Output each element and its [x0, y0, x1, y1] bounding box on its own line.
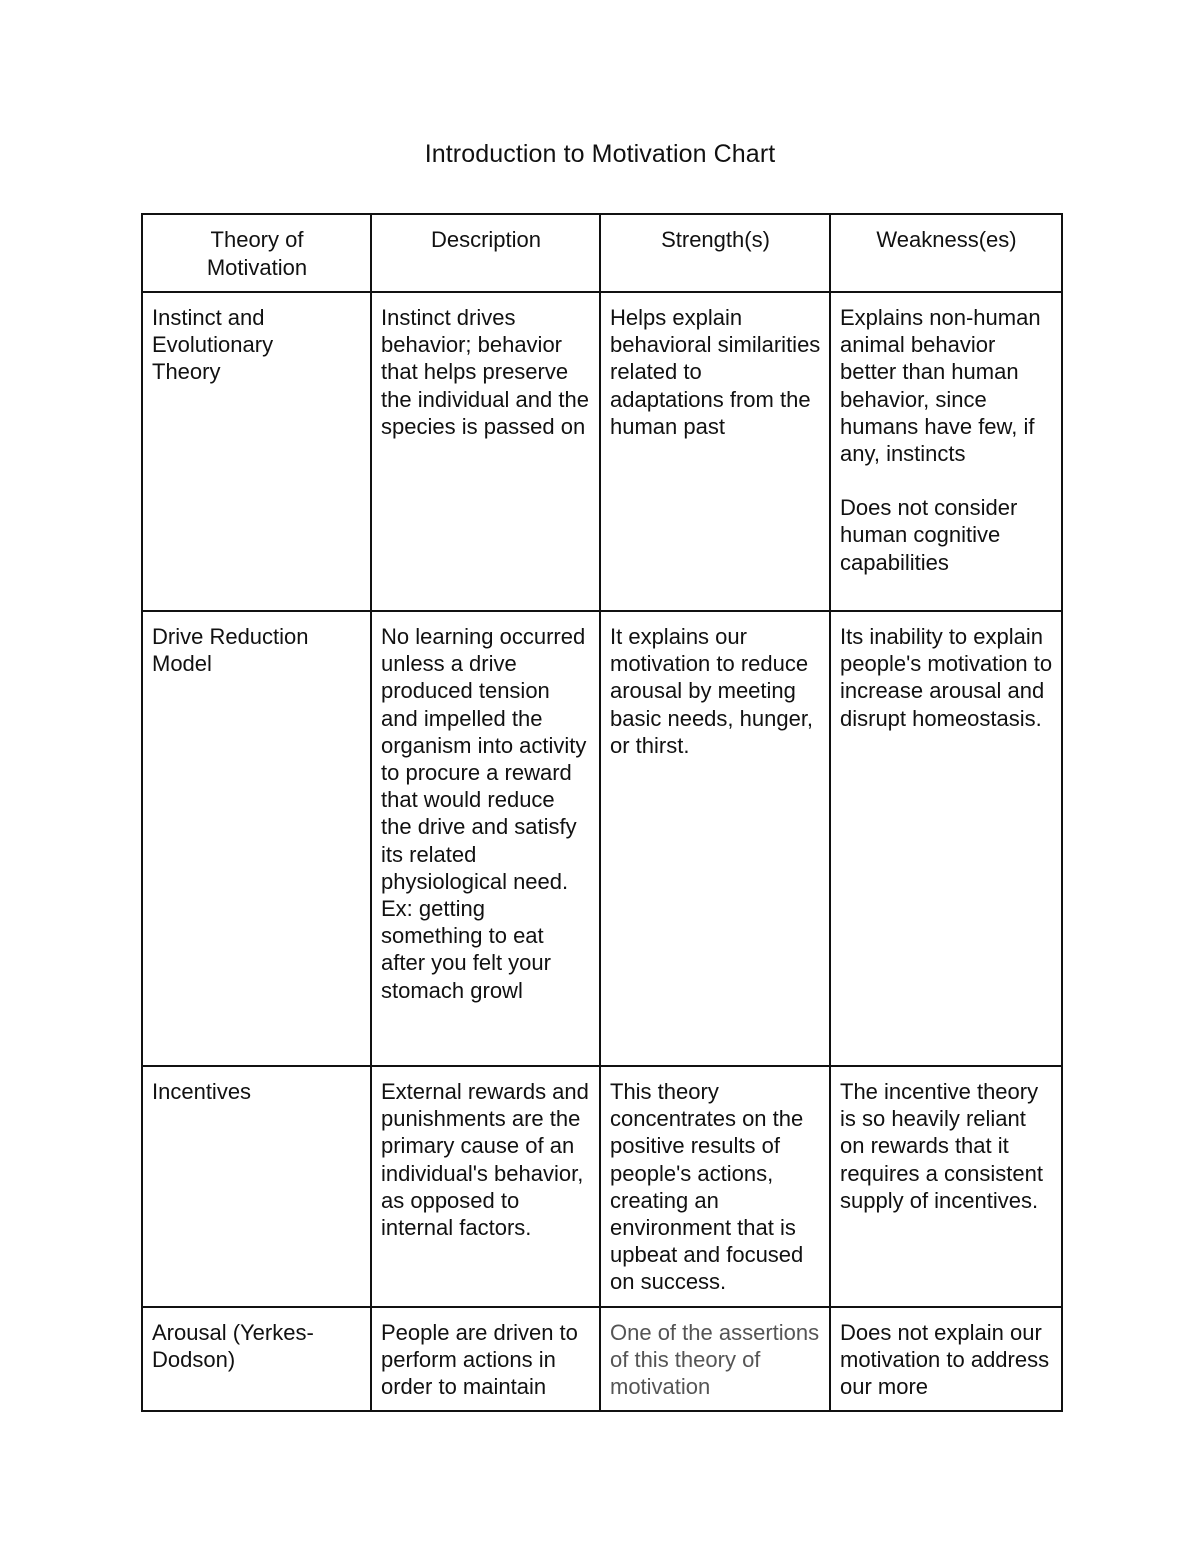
table-header-row: [142, 214, 1062, 292]
weakness-text: Explains non-human animal behavior better than human behavior, since humans have few, if any, instincts: [840, 305, 1041, 467]
cell-theory: [142, 611, 371, 1066]
table-row: [142, 611, 1062, 1066]
cell-strengths: Helps explain behavioral similarities related to adaptations from the human past: [600, 292, 830, 611]
cell-theory-text: Arousal (Yerkes-Dodson): [152, 1320, 314, 1373]
page-title: Introduction to Motivation Chart: [424, 140, 776, 168]
cell-theory: [142, 1307, 371, 1411]
cell-description: External rewards and punishments are the primary cause of an individual's behavior, as opposed to internal factors.: [371, 1066, 600, 1307]
header-theory-label: Theory of Motivation: [206, 227, 308, 280]
cell-description: People are driven to perform actions in order to maintain: [371, 1307, 600, 1411]
cell-description: Instinct drives behavior; behavior that helps preserve the individual and the species is passed on: [371, 292, 600, 611]
cell-weaknesses: The incentive theory is so heavily reliant on rewards that it requires a consistent supply of incentives.: [830, 1066, 1062, 1307]
header-description: Description: [371, 214, 600, 292]
cell-weaknesses: Does not explain our motivation to address our more: [830, 1307, 1062, 1411]
header-theory: [142, 214, 371, 292]
motivation-chart-table: [141, 213, 1063, 1412]
cell-weaknesses: [830, 292, 1062, 611]
cell-theory-text: Instinct and Evolutionary Theory: [152, 305, 274, 385]
table-row: [142, 1307, 1062, 1411]
table-row: [142, 1066, 1062, 1307]
cell-theory-text: Drive Reduction Model: [152, 624, 309, 677]
cell-theory: [142, 292, 371, 611]
header-strengths: Strength(s): [600, 214, 830, 292]
cell-theory: Incentives: [142, 1066, 371, 1307]
table-row: [142, 292, 1062, 611]
header-weaknesses: Weakness(es): [830, 214, 1062, 292]
cell-weaknesses: Its inability to explain people's motivation to increase arousal and disrupt homeostasis.: [830, 611, 1062, 1066]
cell-strengths: One of the assertions of this theory of motivation: [600, 1307, 830, 1411]
cell-strengths: This theory concentrates on the positive results of people's actions, creating an environment that is upbeat and focused on success.: [600, 1066, 830, 1307]
weakness-text-2: Does not consider human cognitive capabilities: [840, 495, 1018, 575]
cell-description: No learning occurred unless a drive produced tension and impelled the organism into activity to procure a reward that would reduce the drive and satisfy its related physiological need. Ex: getting something to eat after you felt your stomach growl: [371, 611, 600, 1066]
cell-strengths: It explains our motivation to reduce arousal by meeting basic needs, hunger, or thirst.: [600, 611, 830, 1066]
